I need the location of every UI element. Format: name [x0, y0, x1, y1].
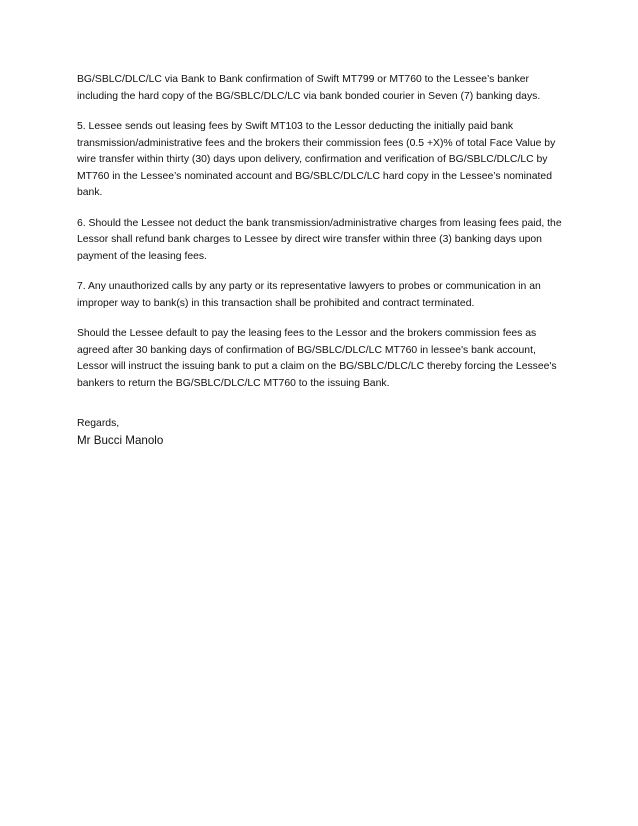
- paragraph-default-terms: Should the Lessee default to pay the leasing fees to the Lessor and the brokers commission fees as agreed after 30 banking days of confirmation of BG/SBLC/DLC/LC MT760 in lessee's bank account, Lessor will instruct the issuing bank to put a claim on the BG/SBLC/DLC/LC thereby forcing the Lessee's bankers to return the BG/SBLC/DLC/LC MT760 to the issuing Bank.: [77, 328, 557, 389]
- paragraph-bank-confirmation: BG/SBLC/DLC/LC via Bank to Bank confirmation of Swift MT799 or MT760 to the Lessee’s banker including the hard copy of the BG/SBLC/DLC/LC via bank bonded courier in Seven (7) banking days.: [77, 74, 541, 102]
- document-body: [77, 72, 567, 449]
- closing-regards: Regards,: [77, 418, 120, 429]
- closing-block: [77, 416, 567, 449]
- paragraph-clause-6: 6. Should the Lessee not deduct the bank transmission/administrative charges from leasing fees paid, the Lessor shall refund bank charges to Lessee by direct wire transfer within three (3) banking days upon payment of the leasing fees.: [77, 217, 562, 262]
- paragraph-clause-5: 5. Lessee sends out leasing fees by Swift MT103 to the Lessor deducting the initially paid bank transmission/administrative fees and the brokers their commission fees (0.5 +X)% of total Face Value by wire transfer within thirty (30) days upon delivery, confirmation and verification of BG/SBLC/DLC/LC by MT760 in the Lessee’s nominated account and BG/SBLC/DLC/LC hard copy in the Lessee’s nominated bank.: [77, 121, 556, 198]
- signature-name: Mr Bucci Manolo: [77, 433, 164, 447]
- paragraph-clause-7: 7. Any unauthorized calls by any party or its representative lawyers to probes or communication in an improper way to bank(s) in this transaction shall be prohibited and contract terminated.: [77, 281, 541, 309]
